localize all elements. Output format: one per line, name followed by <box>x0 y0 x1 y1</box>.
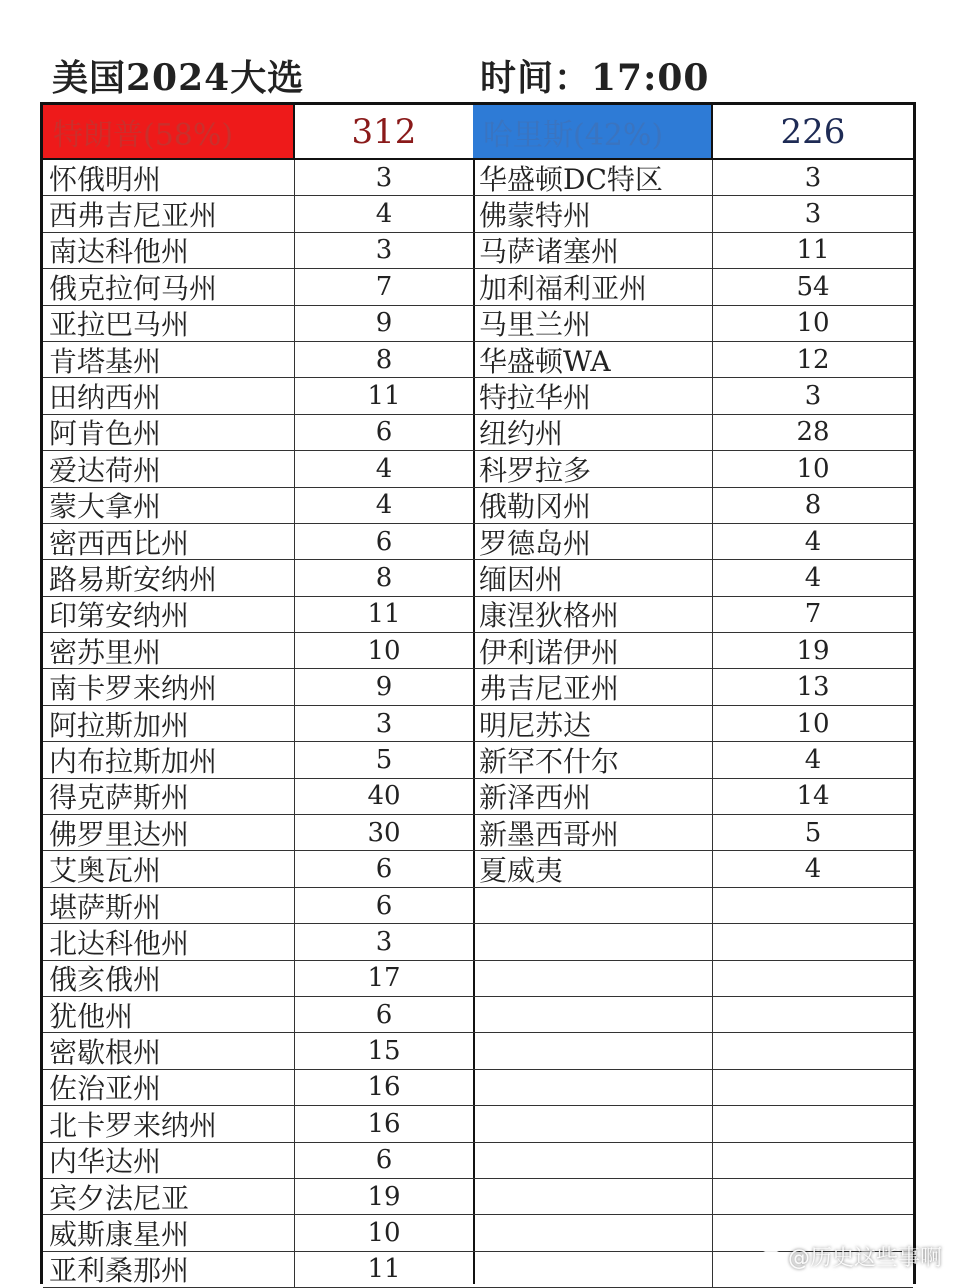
right-column <box>473 105 913 1284</box>
table-row <box>473 706 913 742</box>
state-name <box>473 1106 713 1141</box>
state-name <box>473 1143 713 1178</box>
table-row <box>473 233 913 269</box>
table-row <box>473 961 913 997</box>
electoral-votes: 11 <box>367 381 401 412</box>
electoral-votes: 11 <box>367 1254 401 1285</box>
electoral-votes: 4 <box>375 199 393 230</box>
state-name: 堪萨斯州 <box>43 888 295 923</box>
table-row <box>43 597 473 633</box>
table-row <box>43 233 473 269</box>
state-name: 佛罗里达州 <box>43 815 295 850</box>
table-row <box>473 1179 913 1215</box>
table-row <box>473 378 913 414</box>
state-name: 缅因州 <box>473 560 713 595</box>
state-name <box>473 924 713 959</box>
electoral-votes <box>713 997 913 1032</box>
state-name: 弗吉尼亚州 <box>473 669 713 704</box>
left-rows <box>43 160 473 1288</box>
electoral-votes: 6 <box>375 526 393 557</box>
table-row <box>473 1143 913 1179</box>
table-row <box>473 597 913 633</box>
electoral-votes: 19 <box>796 635 830 666</box>
electoral-votes: 16 <box>367 1108 401 1139</box>
table-row <box>43 1106 473 1142</box>
table-row <box>43 488 473 524</box>
state-name: 艾奥瓦州 <box>43 851 295 886</box>
state-name: 俄亥俄州 <box>43 961 295 996</box>
table-row <box>43 451 473 487</box>
table-row <box>43 415 473 451</box>
electoral-votes <box>713 961 913 996</box>
electoral-votes: 54 <box>796 271 830 302</box>
state-name: 夏威夷 <box>473 851 713 886</box>
table-row <box>473 815 913 851</box>
electoral-votes: 10 <box>796 708 830 739</box>
electoral-votes: 3 <box>804 381 822 412</box>
table-row <box>43 269 473 305</box>
state-name: 新泽西州 <box>473 779 713 814</box>
table-row <box>473 633 913 669</box>
left-column <box>43 105 475 1288</box>
electoral-votes: 6 <box>375 999 393 1030</box>
electoral-votes: 4 <box>804 854 822 885</box>
table-row <box>43 1179 473 1215</box>
electoral-votes: 19 <box>367 1181 401 1212</box>
electoral-votes: 9 <box>375 308 393 339</box>
state-name <box>473 1070 713 1105</box>
electoral-votes: 4 <box>804 744 822 775</box>
state-name: 亚利桑那州 <box>43 1252 295 1287</box>
state-name: 佛蒙特州 <box>473 196 713 231</box>
state-name: 南达科他州 <box>43 233 295 268</box>
state-name: 北卡罗来纳州 <box>43 1106 295 1141</box>
right-header-row <box>473 105 913 160</box>
table-row <box>43 560 473 596</box>
table-row <box>473 488 913 524</box>
state-name <box>473 1215 713 1250</box>
table-row <box>43 742 473 778</box>
time-label: 时间：17:00 <box>480 57 710 99</box>
watermark <box>756 1241 942 1272</box>
table-row <box>473 560 913 596</box>
electoral-votes: 16 <box>367 1072 401 1103</box>
state-name: 俄克拉何马州 <box>43 269 295 304</box>
electoral-votes: 11 <box>367 599 401 630</box>
state-name: 蒙大拿州 <box>43 488 295 523</box>
table-row <box>473 524 913 560</box>
state-name: 康涅狄格州 <box>473 597 713 632</box>
electoral-votes: 9 <box>375 672 393 703</box>
state-name: 明尼苏达 <box>473 706 713 741</box>
table-row <box>43 1070 473 1106</box>
right-total-cell: 226 <box>780 111 846 152</box>
electoral-votes: 6 <box>375 1145 393 1176</box>
table-row <box>43 1033 473 1069</box>
electoral-votes <box>713 1179 913 1214</box>
left-candidate-cell: 特朗普(58%) <box>43 105 295 158</box>
table-row <box>473 306 913 342</box>
electoral-votes <box>713 1033 913 1068</box>
page-title: 美国2024大选 <box>52 57 305 99</box>
state-name: 爱达荷州 <box>43 451 295 486</box>
state-name: 特拉华州 <box>473 378 713 413</box>
electoral-votes: 7 <box>375 271 393 302</box>
table-row <box>473 1106 913 1142</box>
table-row <box>43 1143 473 1179</box>
electoral-votes: 13 <box>796 672 830 703</box>
electoral-votes: 4 <box>804 562 822 593</box>
state-name: 威斯康星州 <box>43 1215 295 1250</box>
electoral-votes: 30 <box>367 817 401 848</box>
electoral-votes: 10 <box>367 1218 401 1249</box>
electoral-votes: 7 <box>804 599 822 630</box>
right-candidate-cell: 哈里斯(42%) <box>473 105 713 158</box>
table-row <box>43 306 473 342</box>
state-name: 俄勒冈州 <box>473 488 713 523</box>
state-name <box>473 1179 713 1214</box>
table-row <box>473 160 913 196</box>
electoral-votes: 3 <box>804 162 822 193</box>
state-name: 罗德岛州 <box>473 524 713 559</box>
state-name: 阿拉斯加州 <box>43 706 295 741</box>
electoral-votes: 40 <box>367 781 401 812</box>
state-name: 马萨诸塞州 <box>473 233 713 268</box>
table-row <box>43 961 473 997</box>
state-name: 密西西比州 <box>43 524 295 559</box>
electoral-votes: 8 <box>804 490 822 521</box>
state-name: 华盛顿WA <box>473 342 713 377</box>
electoral-votes: 5 <box>804 817 822 848</box>
state-name: 佐治亚州 <box>43 1070 295 1105</box>
electoral-votes <box>713 888 913 923</box>
state-name: 密苏里州 <box>43 633 295 668</box>
state-name: 马里兰州 <box>473 306 713 341</box>
state-name: 西弗吉尼亚州 <box>43 196 295 231</box>
electoral-votes: 12 <box>796 344 830 375</box>
state-name: 亚拉巴马州 <box>43 306 295 341</box>
state-name: 加利福利亚州 <box>473 269 713 304</box>
electoral-votes <box>713 1070 913 1105</box>
electoral-votes: 17 <box>367 963 401 994</box>
electoral-votes: 3 <box>804 199 822 230</box>
state-name: 犹他州 <box>43 997 295 1032</box>
table-row <box>43 706 473 742</box>
table-row <box>43 851 473 887</box>
state-name: 纽约州 <box>473 415 713 450</box>
state-name: 印第安纳州 <box>43 597 295 632</box>
table-row <box>43 669 473 705</box>
state-name: 内华达州 <box>43 1143 295 1178</box>
table-row <box>473 451 913 487</box>
electoral-votes: 8 <box>375 562 393 593</box>
electoral-votes: 11 <box>796 235 830 266</box>
electoral-votes: 4 <box>804 526 822 557</box>
electoral-votes: 4 <box>375 453 393 484</box>
electoral-votes: 6 <box>375 417 393 448</box>
table-row <box>43 1252 473 1288</box>
state-name: 南卡罗来纳州 <box>43 669 295 704</box>
electoral-votes: 3 <box>375 926 393 957</box>
state-name <box>473 888 713 923</box>
electoral-votes: 6 <box>375 890 393 921</box>
left-header-row <box>43 105 473 160</box>
state-name <box>473 1033 713 1068</box>
electoral-votes <box>713 1106 913 1141</box>
table-row <box>473 269 913 305</box>
table-row <box>43 924 473 960</box>
state-name: 密歇根州 <box>43 1033 295 1068</box>
electoral-votes: 6 <box>375 854 393 885</box>
table-row <box>473 415 913 451</box>
state-name <box>473 961 713 996</box>
table-row <box>43 997 473 1033</box>
state-name: 怀俄明州 <box>43 160 295 195</box>
state-name: 肯塔基州 <box>43 342 295 377</box>
state-name: 宾夕法尼亚 <box>43 1179 295 1214</box>
electoral-votes <box>713 924 913 959</box>
state-name: 得克萨斯州 <box>43 779 295 814</box>
state-name: 路易斯安纳州 <box>43 560 295 595</box>
state-name: 伊利诺伊州 <box>473 633 713 668</box>
state-name: 华盛顿DC特区 <box>473 160 713 195</box>
electoral-votes: 3 <box>375 162 393 193</box>
state-name <box>473 997 713 1032</box>
left-total-cell: 312 <box>351 111 417 152</box>
electoral-votes: 10 <box>367 635 401 666</box>
table-row <box>43 1215 473 1251</box>
electoral-votes: 10 <box>796 453 830 484</box>
table-row <box>43 378 473 414</box>
table-row <box>473 1033 913 1069</box>
table-row <box>473 851 913 887</box>
table-row <box>473 779 913 815</box>
table-row <box>473 196 913 232</box>
table-row <box>473 669 913 705</box>
electoral-votes: 3 <box>375 235 393 266</box>
state-name <box>473 1252 713 1287</box>
table-row <box>473 888 913 924</box>
table-row <box>43 524 473 560</box>
electoral-votes: 14 <box>796 781 830 812</box>
electoral-votes: 4 <box>375 490 393 521</box>
weibo-icon <box>756 1246 782 1268</box>
table-row <box>473 924 913 960</box>
table-row <box>43 779 473 815</box>
table-row <box>43 815 473 851</box>
state-name: 阿肯色州 <box>43 415 295 450</box>
right-rows <box>473 160 913 1288</box>
watermark-text: @历史这些事啊 <box>787 1246 942 1271</box>
table-row <box>43 196 473 232</box>
table-row <box>43 342 473 378</box>
results-table <box>40 102 916 1288</box>
table-row <box>473 1070 913 1106</box>
electoral-votes: 5 <box>375 744 393 775</box>
electoral-votes: 28 <box>796 417 830 448</box>
state-name: 田纳西州 <box>43 378 295 413</box>
state-name: 科罗拉多 <box>473 451 713 486</box>
state-name: 新墨西哥州 <box>473 815 713 850</box>
electoral-votes: 15 <box>367 1036 401 1067</box>
electoral-votes: 10 <box>796 308 830 339</box>
table-row <box>473 742 913 778</box>
table-row <box>43 888 473 924</box>
state-name: 北达科他州 <box>43 924 295 959</box>
electoral-votes <box>713 1143 913 1178</box>
electoral-votes: 8 <box>375 344 393 375</box>
electoral-votes: 3 <box>375 708 393 739</box>
table-row <box>43 160 473 196</box>
state-name: 新罕不什尔 <box>473 742 713 777</box>
state-name: 内布拉斯加州 <box>43 742 295 777</box>
table-row <box>473 342 913 378</box>
table-row <box>43 633 473 669</box>
table-row <box>473 997 913 1033</box>
